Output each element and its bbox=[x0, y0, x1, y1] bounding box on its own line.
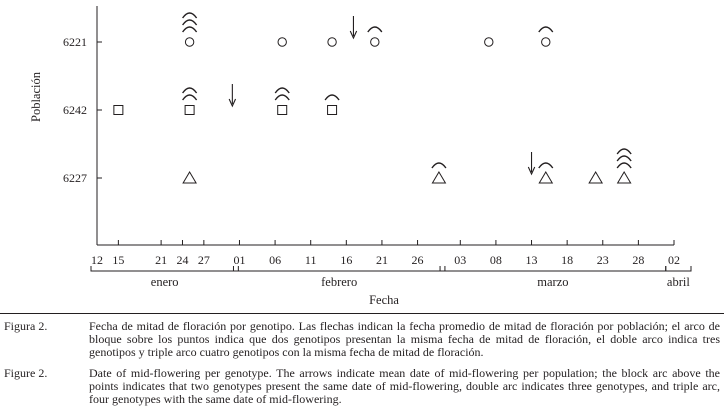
x-tick-label: 12 bbox=[91, 253, 103, 267]
block-arc bbox=[183, 13, 197, 18]
caption-english-text: Date of mid-flowering per genotype. The arrows indicate mean date of mid-flowering per population; the block arc above the points indicates that two genotypes present the same date of mid-flowering, double arc indicates three genotypes, and triple arc, four genotypes with the same date of mid-flowering. bbox=[89, 366, 720, 407]
y-tick-label: 6227 bbox=[63, 171, 87, 185]
block-arc bbox=[617, 163, 631, 168]
month-label: abril bbox=[666, 275, 690, 289]
circle-marker bbox=[328, 38, 336, 46]
block-arc bbox=[368, 27, 382, 32]
square-marker bbox=[114, 106, 123, 115]
data-marks bbox=[114, 13, 631, 183]
caption-spanish-text: Fecha de mitad de floración por genotipo. Las flechas indican la fecha promedio de mitad de floración por población; el arco de bloque sobre los puntos indica que dos genotipos presentan la misma fecha de mitad de floración, el doble arco indica tres genotipos y triple arco cuatro genotipos con la misma fecha de mitad de floración. bbox=[89, 319, 720, 360]
block-arc bbox=[432, 163, 446, 168]
x-tick-label: 21 bbox=[155, 253, 168, 267]
square-marker bbox=[278, 106, 287, 115]
x-tick-label: 02 bbox=[668, 253, 680, 267]
square-marker bbox=[185, 106, 194, 115]
x-tick-label: 23 bbox=[596, 253, 609, 267]
y-axis-ticks bbox=[63, 35, 102, 185]
y-tick-label: 6242 bbox=[63, 103, 87, 117]
y-axis-title: Población bbox=[29, 72, 43, 122]
month-label: enero bbox=[150, 275, 179, 289]
block-arc bbox=[183, 20, 197, 25]
x-tick-label: 15 bbox=[112, 253, 125, 267]
circle-marker bbox=[278, 38, 286, 46]
block-arc bbox=[183, 88, 197, 93]
x-tick-label: 26 bbox=[411, 253, 424, 267]
block-arc bbox=[275, 95, 289, 100]
circle-marker bbox=[542, 38, 550, 46]
x-tick-label: 01 bbox=[233, 253, 246, 267]
plot-frame bbox=[97, 6, 674, 245]
block-arc bbox=[183, 27, 197, 32]
x-axis-ticks bbox=[91, 240, 680, 267]
circle-marker bbox=[485, 38, 493, 46]
block-arc bbox=[183, 95, 197, 100]
square-marker bbox=[328, 106, 337, 115]
circle-marker bbox=[371, 38, 379, 46]
block-arc bbox=[539, 163, 553, 168]
block-arc bbox=[539, 27, 553, 32]
block-arc bbox=[325, 95, 339, 100]
x-tick-label: 28 bbox=[632, 253, 645, 267]
circle-marker bbox=[185, 38, 193, 46]
month-brackets bbox=[91, 266, 691, 289]
caption-english-label: Figure 2. bbox=[4, 366, 48, 380]
y-tick-label: 6221 bbox=[63, 35, 87, 49]
caption-spanish-label: Figura 2. bbox=[4, 319, 48, 333]
x-tick-label: 13 bbox=[525, 253, 538, 267]
x-tick-label: 21 bbox=[375, 253, 388, 267]
x-tick-label: 24 bbox=[176, 253, 189, 267]
x-tick-label: 27 bbox=[197, 253, 210, 267]
x-axis-title: Fecha bbox=[369, 293, 399, 307]
x-tick-label: 06 bbox=[269, 253, 282, 267]
caption-english bbox=[4, 367, 720, 407]
caption-spanish bbox=[4, 320, 720, 360]
month-label: marzo bbox=[537, 275, 569, 289]
x-tick-label: 08 bbox=[489, 253, 502, 267]
x-tick-label: 18 bbox=[561, 253, 574, 267]
x-tick-label: 03 bbox=[454, 253, 467, 267]
x-tick-label: 16 bbox=[340, 253, 353, 267]
triangle-marker bbox=[618, 172, 631, 183]
triangle-marker bbox=[183, 172, 196, 183]
triangle-marker bbox=[589, 172, 602, 183]
caption-divider bbox=[0, 313, 724, 314]
block-arc bbox=[617, 156, 631, 161]
triangle-marker bbox=[432, 172, 445, 183]
block-arc bbox=[617, 149, 631, 154]
month-label: febrero bbox=[321, 275, 358, 289]
block-arc bbox=[275, 88, 289, 93]
x-tick-label: 11 bbox=[304, 253, 317, 267]
triangle-marker bbox=[539, 172, 552, 183]
